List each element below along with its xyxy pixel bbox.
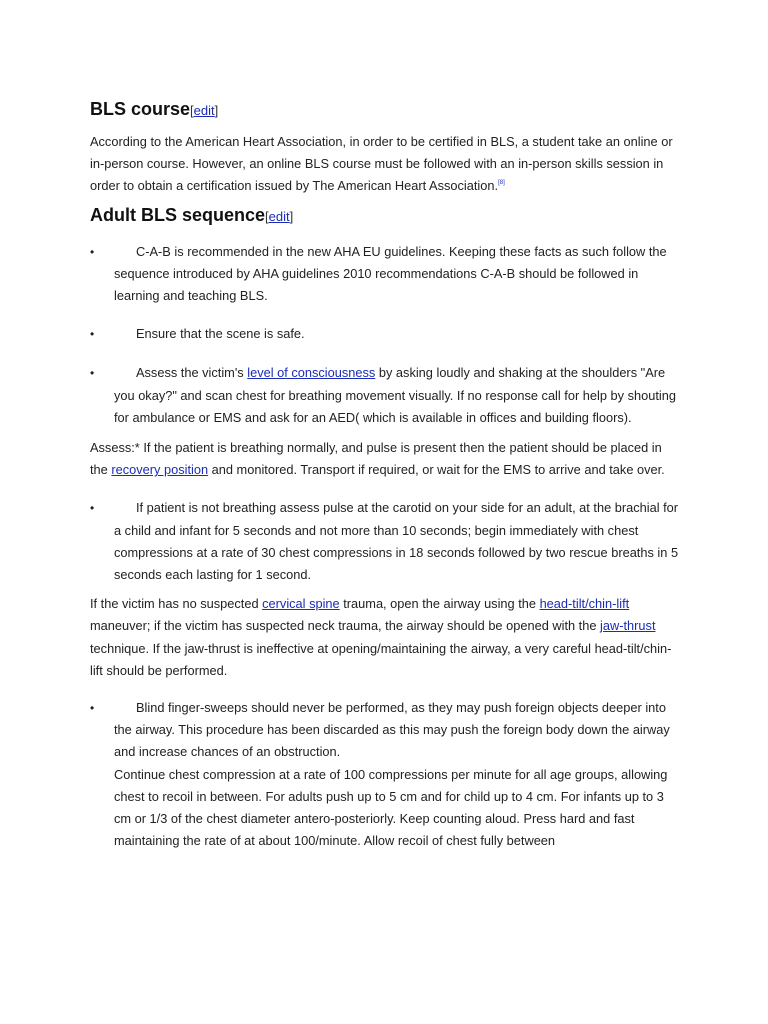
list-item-not-breathing: • If patient is not breathing assess pulse at the carotid on your side for an adult, at the brachial for a child and infant for 5 seconds and not more than 10 seconds; begin immediately with chest compressions at a rate of 30 chest compressions in 18 seconds followed by two rescue breaths in 5 seconds each lasting for 1 second. <box>90 497 682 586</box>
bullet-icon: • <box>90 701 95 716</box>
reference-link[interactable]: [8] <box>498 180 505 187</box>
bullet-list <box>90 497 682 586</box>
jaw-thrust-link[interactable]: jaw-thrust <box>600 618 656 634</box>
bullet-list <box>90 241 682 429</box>
list-item-cab: • C-A-B is recommended in the new AHA EU guidelines. Keeping these facts as such follow the sequence introduced by AHA guidelines 2010 recommendations C-A-B should be followed in learning and teaching BLS. <box>90 241 682 308</box>
assess-paragraph: Assess:* If the patient is breathing normally, and pulse is present then the patient should be placed in the recovery position and monitored. Transport if required, or wait for the EMS to arrive and take over. <box>90 440 665 478</box>
intro-paragraph: According to the American Heart Association, in order to be certified in BLS, a student take an online or in-person course. However, an online BLS course must be followed with an in-person skills session in order to obtain a certification issued by The American Heart Association.[8] <box>90 134 673 194</box>
bullet-icon: • <box>90 366 95 381</box>
edit-section-adult-bls: [edit] <box>265 208 294 224</box>
airway-paragraph: If the victim has no suspected cervical spine trauma, open the airway using the head-tilt/chin-lift maneuver; if the victim has suspected neck trauma, the airway should be opened with the jaw-thrust technique. If the jaw-thrust is ineffective at opening/maintaining the airway, a very careful head-tilt/chin-lift should be performed. <box>90 596 672 678</box>
cervical-spine-link[interactable]: cervical spine <box>262 596 340 612</box>
compression-instructions: Continue chest compression at a rate of 100 compressions per minute for all age groups, allowing chest to recoil in between. For adults push up to 5 cm and for child up to 4 cm. For infants up to 3 cm or 1/3 of the chest diameter antero-posteriorly. Keep counting aloud. Press hard and fast maintaining the rate of at about 100/minute. Allow recoil of chest fully between <box>114 766 668 849</box>
list-item-finger-sweeps: • Blind finger-sweeps should never be performed, as they may push foreign objects deeper into the airway. This procedure has been discarded as this may push the foreign body down the airway and increase chances of an obstruction. Continue chest compression at a rate of 100 compressions per minute for all age groups, allowing chest to recoil in between. For adults push up to 5 cm and for child up to 4 cm. For infants up to 3 cm or 1/3 of the chest diameter antero-posteriorly. Keep counting aloud. Press hard and fast maintaining the rate of at about 100/minute. Allow recoil of chest fully between <box>90 697 682 852</box>
bullet-list <box>90 697 682 852</box>
section-heading-adult-bls-sequence <box>90 198 682 234</box>
list-item-assess-consciousness: • Assess the victim's level of consciousness by asking loudly and shaking at the shoulders "Are you okay?" and scan chest for breathing movement visually. If no response call for help by shouting for ambulance or EMS and ask for an AED( which is available in offices and building floors). <box>90 362 682 429</box>
recovery-position-link[interactable]: recovery position <box>111 462 209 478</box>
list-item-scene-safe: • Ensure that the scene is safe. <box>90 323 682 345</box>
edit-section-bls-course: [edit] <box>190 103 219 118</box>
section-heading-bls-course <box>90 92 682 128</box>
heading-title: BLS course <box>90 99 191 119</box>
head-tilt-chin-lift-link[interactable]: head-tilt/chin-lift <box>539 596 630 612</box>
edit-link[interactable]: edit <box>193 103 215 118</box>
article-content <box>90 92 682 852</box>
edit-link[interactable]: edit <box>268 208 290 224</box>
bullet-icon: • <box>90 501 95 516</box>
bullet-icon: • <box>90 327 95 342</box>
heading-title: Adult BLS sequence <box>90 204 266 225</box>
level-of-consciousness-link[interactable]: level of consciousness <box>247 365 376 381</box>
bullet-icon: • <box>90 244 95 259</box>
